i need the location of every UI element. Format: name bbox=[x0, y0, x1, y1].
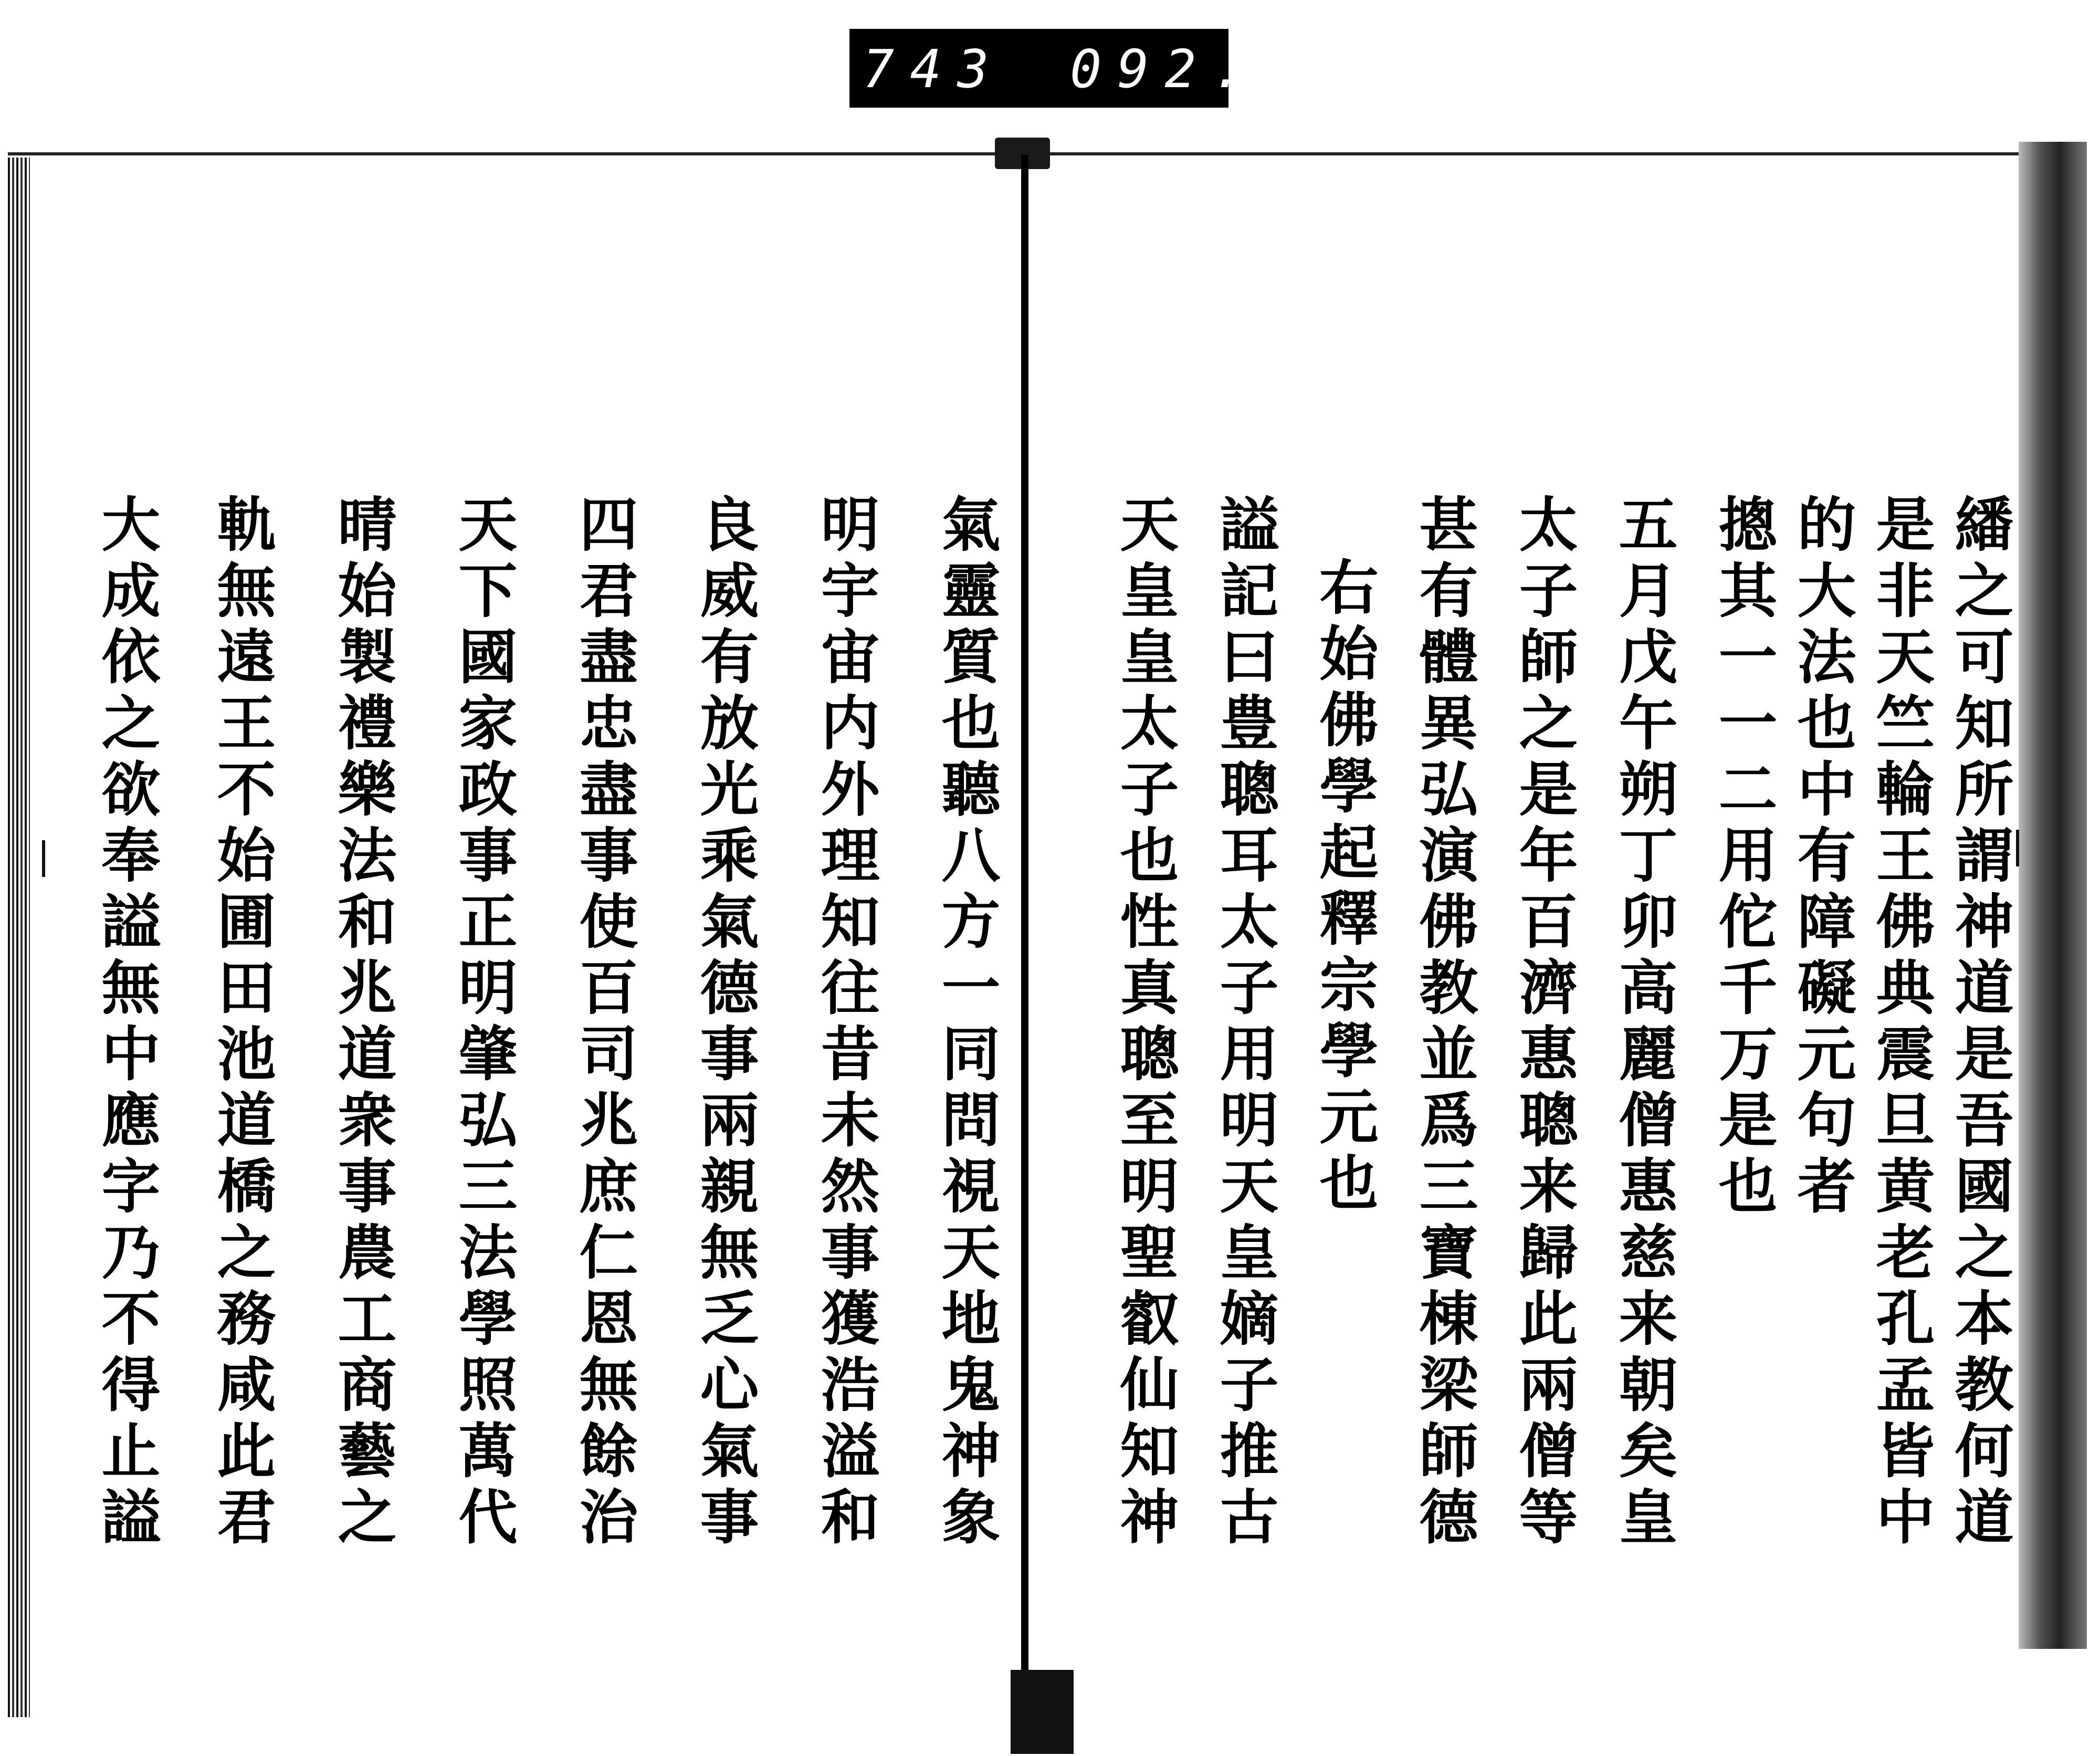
right-page-column-3: 的大法也中有障礙元句者 bbox=[1788, 494, 1856, 1221]
right-page-column-9: 謚記曰豊聰耳太子用明天皇嫡子推古 bbox=[1210, 494, 1279, 1552]
left-page-column-8: 大成依之欲奉謚無中應字乃不得止謚 bbox=[92, 494, 161, 1552]
book-spine bbox=[1021, 155, 1028, 1736]
left-page-edge bbox=[8, 158, 30, 1717]
binding-foot bbox=[1011, 1670, 1074, 1754]
film-frame-counter bbox=[849, 29, 1259, 108]
counter-left-number: 743 bbox=[863, 38, 1005, 100]
right-page-column-5: 五月戊午朔丁卯高麗僧惠慈来朝矣皇 bbox=[1609, 494, 1678, 1552]
right-page-column-1: 繙之可知所謂神道是吾國之本教何道 bbox=[1945, 494, 2014, 1552]
right-page bbox=[1110, 494, 2014, 1617]
left-page-column-6: 晴始製禮樂法和兆道衆事農工商藝之 bbox=[328, 494, 397, 1552]
right-page-column-8: 右始佛學起釋宗學元也 bbox=[1310, 557, 1379, 1218]
counter-right-number: 092. bbox=[1070, 38, 1259, 100]
right-page-column-7: 甚有體異弘演佛教並爲三寶棟梁師德 bbox=[1410, 494, 1478, 1552]
left-page-column-2: 明宇宙内外理知往昔未然事獲浩溢和 bbox=[811, 494, 880, 1552]
left-page-column-4: 四君盡忠盡事使百司兆庶仁恩無餘治 bbox=[570, 494, 638, 1552]
left-page bbox=[92, 494, 1001, 1617]
right-page-column-2: 是非天竺輪王佛典震旦黄老孔孟皆中 bbox=[1866, 494, 1935, 1552]
right-page-column-10: 天皇皇太子也性真聰至明聖叡仙知神 bbox=[1110, 494, 1179, 1552]
left-page-column-7: 軌無遠王不始圃田池道橋之務咸此君 bbox=[207, 494, 276, 1552]
left-page-column-3: 良威有放光乘氣德事兩親無乏心氣事 bbox=[690, 494, 759, 1552]
margin-mark-left bbox=[42, 840, 45, 877]
right-page-edge bbox=[2019, 142, 2087, 1649]
margin-mark-right bbox=[2016, 830, 2019, 866]
right-page-column-6: 太子師之是年百濟惠聰来歸此兩僧等 bbox=[1509, 494, 1578, 1552]
left-page-column-1: 氣靈質也聽八方一同問視天地鬼神象 bbox=[932, 494, 1001, 1552]
left-page-column-5: 天下國家政事正明肇弘三法學照萬代 bbox=[449, 494, 518, 1552]
right-page-column-4: 摠其一一二用佗千万是也 bbox=[1709, 494, 1778, 1221]
